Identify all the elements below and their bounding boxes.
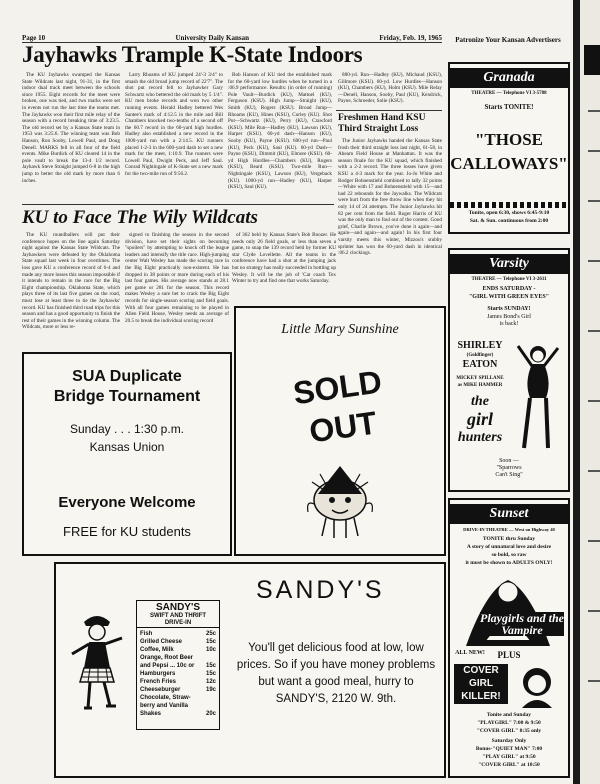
sunset-l4: it must be shown to ADULTS ONLY! [465,560,553,566]
menu-row: Coffee, Milk 10c [140,647,216,653]
sunset-t2: "COVER GIRL" 8:35 only [476,728,542,734]
playgirls-vampire-illustration [456,570,560,650]
menu-row: Shakes 20c [140,711,216,717]
varsity-star2: MICKEY SPILLANE [456,376,504,381]
varsity-pinup-illustration [514,342,560,452]
varsity-theatre-ad [448,248,570,492]
varsity-star1b: (Goldfinger) [466,353,494,358]
sunset-t1: "PLAYGIRL" 7:00 & 9:50 [477,720,541,726]
sua-bridge-ad [22,352,232,556]
varsity-star1c: EATON [462,359,498,370]
sunset-l3: so bold, so raw [491,552,527,558]
varsity-starts: Starts SUNDAY! [487,306,531,312]
granada-starts: Starts TONITE! [484,103,534,111]
stamp-sold: SOLD [290,363,385,412]
varsity-star2b: as MIKE HAMMER [457,383,503,388]
adjacent-page-edge [580,0,600,784]
granada-times: Tonite, open 6:30, shows 6:45-9:10 [468,210,550,216]
menu-row: Grilled Cheese 15c [140,639,216,645]
menu-row: and Pepsi ... 10c or 15c [140,663,216,669]
sunset-t5: "COVER GIRL" at 10:50 [478,762,540,768]
page-date: Friday, Feb. 19, 1965 [379,34,442,42]
menu-subtitle-2: DRIVE-IN [137,620,219,628]
sua-welcome: Everyone Welcome [58,494,196,511]
sunset-l1: TONITE thru Sunday [482,536,536,542]
little-mary-sunshine-ad [234,306,446,556]
sandys-logo: SANDY'S [256,576,385,604]
granada-movie-line2: CALLOWAYS" [450,154,568,173]
varsity-soon: Soon — [499,458,519,464]
main-headline: Jayhawks Trample K-State Indoors [22,42,363,67]
menu-row: Hamburgers 15c [140,671,216,677]
paper-name: University Daily Kansan [175,34,250,42]
menu-row: Orange, Root Beer [140,655,194,661]
menu-row: Cheeseburger 19c [140,687,216,693]
menu-row: Chocolate, Straw- [140,695,191,701]
sua-title-line1: SUA Duplicate [72,368,182,385]
menu-row: French Fries 12c [140,679,216,685]
sunset-sub: DRIVE-IN THEATRE — West on Highway 40 [463,527,555,532]
sandys-copy: You'll get delicious food at low, low prices. So if you have money problems but want a good meal, hurry to SANDY'S, 2120 W. 9th. [236,642,436,705]
cover-girl-killer-title: COVER GIRL KILLER! [454,664,508,704]
sunset-name: Sunset [450,504,568,524]
sunset-allnew: ALL NEW! [455,650,485,656]
varsity-tag2: is back! [499,321,519,327]
varsity-tag: James Bond's Girl [487,314,531,320]
sua-title-line2: Bridge Tournament [53,388,201,405]
patronize-header: Patronize Your Kansan Advertisers [455,36,561,44]
story1-col2: Larry Rhoams of KU jumped 24'-3 3/4" to smash the old broad jump record of 22'7". The shot put record fell to Jayhawker Gary Schwartz who bettered the old mark by 5 1/4". KU men broke records and won two other running events. Herald Hadley bettered Wes Santee's mark of 4:12.5 in the mile and Bill Chambers knocked two-tenths of a second off the 60.7 record in the 60-yard high hurdles. Hadley also established a new record in the 1000-yard run with a 2:14.5. KU runners placed 1-2-3 in the 600-yard dash to set a new mark for the meet, 1:10.9. The runners were Lowell Paul, Dwight Peck, and Jeff Saul. Conrad Nightingale of K-State set a new mark for the two-mile run of 9:56.2. [125,72,223,177]
sunshine-girl-illustration [304,460,376,540]
varsity-movie: "GIRL WITH GREEN EYES" [468,294,550,300]
freshmen-headline: Freshmen Hand KSU Third Straight Loss [338,113,426,134]
varsity-name: Varsity [450,254,568,274]
sua-time: Sunday . . . 1:30 p.m. [69,422,185,436]
scottish-lass-mascot [62,608,132,718]
varsity-soon2: "Sparrows [496,465,522,471]
varsity-star1: SHIRLEY [457,340,503,351]
story2-col3: of 362 held by Kansas State's Bob Boozer. He needs only 26 field goals, or less than seven a game, to snap the 139 record held by former KU star Clyde Lovellette. All the teams in the conference have had a shot at the jumping jack but no strategy has really succeeded in bottling up Wesley. It will be the job of 'Cat coach Tex Winter to try and find one that works Saturday. [232,232,336,285]
sandys-menu-board [136,600,220,730]
lms-title: Little Mary Sunshine [281,322,399,337]
menu-row: berry and Vanilla [140,703,189,709]
menu-subtitle-1: SWIFT AND THRIFT [149,613,207,619]
menu-row: Fish 25c [140,631,216,637]
sunset-plus: PLUS [497,650,521,660]
sunset-drive-in-ad [448,498,570,778]
story1-col1: The KU Jayhawks swamped the Kansas State Wildcats last night, 91-31, in the first indoor dual track meet between the schools since 1955. Eight records for the meet were broken, one was tied, and two marks were set in events not run the last time the teams met. The Jayhawks won their first mile relay of the season with a record breaking time of 3:23.5. The old record set by a Kansas State team in 1953 was 3:25.6. The winning team was Bob Hanson, Ron Sooby, Lowell Paul, and Doug Denell. MARKS fell in all four of the field events. Mike Burdick of KU cleared 14 in the pole vault to break the 13-4 1/2 record. Jayhawk Steve Straight jumped 6-8 in the high jump to better the old mark by more than 6 inches. [22,72,120,184]
freshmen-story: The Junior Jayhawks handed the Kansas State frosh their third straight loss last night, 61-58, in Ahearn Field House at Manhattan. It was the season finale for the KU squad, which finished with a 2-2 record. The three losses have given KSU a 4-3 mark for the year. Jo-Jo White and Rodger Bohnenstiehl combined to tally 32 points—White with 17 and Bohnenstiehl with 15—and had 22 rebounds for the Jaywalks. The Wildcats were hurt from the free throw line when they hit only 14 of 24 attempts. The Junior Jayhawks hit 82 per cent from the field. Roger Harris of KU was the only man to foul out of the contest. Good grief, Charlie Brown, you've done it again—and again—and again—and again! In his first four varsity meets this winter, Mizzou's stubby sprinter has won the 60-yard dash in identical :06.2 clockings. [338,138,442,257]
story2-col1: The KU roundballers will put their conference hopes on the line again Saturday night against the Kansas State Wildcats. The Jayhawkers were defeated by the Oklahoma State squad last week in four overtimes. The loss gave KU a conference record of 6-4 and made any more losses this season impossible if it intends to remain in the race for the Big Eight championship. Oklahoma State, which plays three of its last five games on the road, must lose at least three to tie the Jayhawks' record. KU has finished third road trips for this season and has a good opportunity to finish the rest of their games in the winning column. The Wildcats, more or less re- [22,232,120,331]
granada-times2: Sat. & Sun. continuous from 2:00 [469,218,549,224]
granada-name: Granada [450,68,568,88]
page-number: Page 10 [22,34,46,42]
story1-col3: Bob Hanson of KU tied the established mark for the 60-yard low hurdles when he turned in a :06.9 performance. Results: (in order of running) Pole Vault—Burdick (KU), Mattoel (KU), Ferguson (KSU). High Jump—Straight (KU), Smith (KU), Rogers (KSU). Broad Jump—Rhoams (KU), Hines (KSU), Curley (KU). Shot Put—Schwartz (KU), Perry (KU), Crawford (KSU). Mile Run—Hadley (KU), Lawson (KU), Harper (KSU). 60-yd dash—Hanson (KU), Sooby (KU), Payne (KSU). 600-yd run—Paul (KU), Peck (KU), Saul (KU). 60-yd Dash—Payne (KSU), Dimmit (KU), Elmore (KSU). 60-yd High Hurdles—Chambers (KU), Rogers (KSU), Beard (KSU). Two-mile Run—Nightingale (KSU), Lawson (KU), Vergeback (KU). 1000-yd run—Hadley (KU), Harper (KSU), Saul (KU). [228,72,332,191]
sunset-l2: A story of unnatural love and desire [466,544,552,550]
cover-girl-portrait [512,662,562,708]
sua-free: FREE for KU students [63,524,191,539]
varsity-soon3: Can't Sing" [495,472,523,478]
varsity-title-hunters: hunters [457,430,503,445]
varsity-sub: THEATRE — Telephone VI 3-2611 [471,277,547,282]
sold-out-stamp [276,360,406,450]
ku-wildcats-headline: KU to Face The Wily Wildcats [22,207,258,228]
movie-ads-column [448,62,566,774]
granada-movie-line1: "THOSE [474,130,544,149]
granada-sub: THEATRE — Telephone VI 3-5788 [471,91,547,96]
menu-title: SANDY'S [155,602,201,613]
sunset-movie1: Playgirls and the Vampire [480,611,565,637]
sua-place: Kansas Union [89,440,165,454]
varsity-title-girl: girl [466,409,493,429]
varsity-ends: ENDS SATURDAY - [482,286,536,292]
sunset-t4: "PLAY GIRL" at 9:50 [482,754,536,760]
stamp-out: OUT [307,404,380,450]
varsity-title-the: the [471,394,489,409]
sunset-t3: Bonus-"QUIET MAN" 7:00 [475,746,543,752]
granada-theatre-ad [448,62,570,234]
story2-col2: signed to finishing the season in the second division, have set their sights on becoming "spoilers" by attempting to knock off the league leaders and intensify the title race. High-jumping center Walt Wesley has made the scoring race in the Big Eight practically non-existent. He has dropped in 38 points or more during each of his last four games. His average now stands at 28.1 per game or 281 for the season. This record makes Wesley a sure bet to crack the Big Eight records for single-season scoring and field goals. With all four games remaining to be played in Allen Field House, Wesley needs an average of 20.5 to break the individual scoring record [125,232,229,324]
story1-col4: 880-yd. Run—Hadley (KU), Michaud (KSU), Gillmore (KSU). 60-yd. Low Hurdles—Hanson (KU), Chambers (KU), Holm (KSU). Mile Relay—Denell, Hanson, Sooby, Paul (KU), Kendrick, Payne, Schroeder, Solie (KSU). [338,72,442,105]
sunset-times: Tonite and Sunday [486,712,532,718]
sunset-sat: Saturday Only [491,738,527,744]
